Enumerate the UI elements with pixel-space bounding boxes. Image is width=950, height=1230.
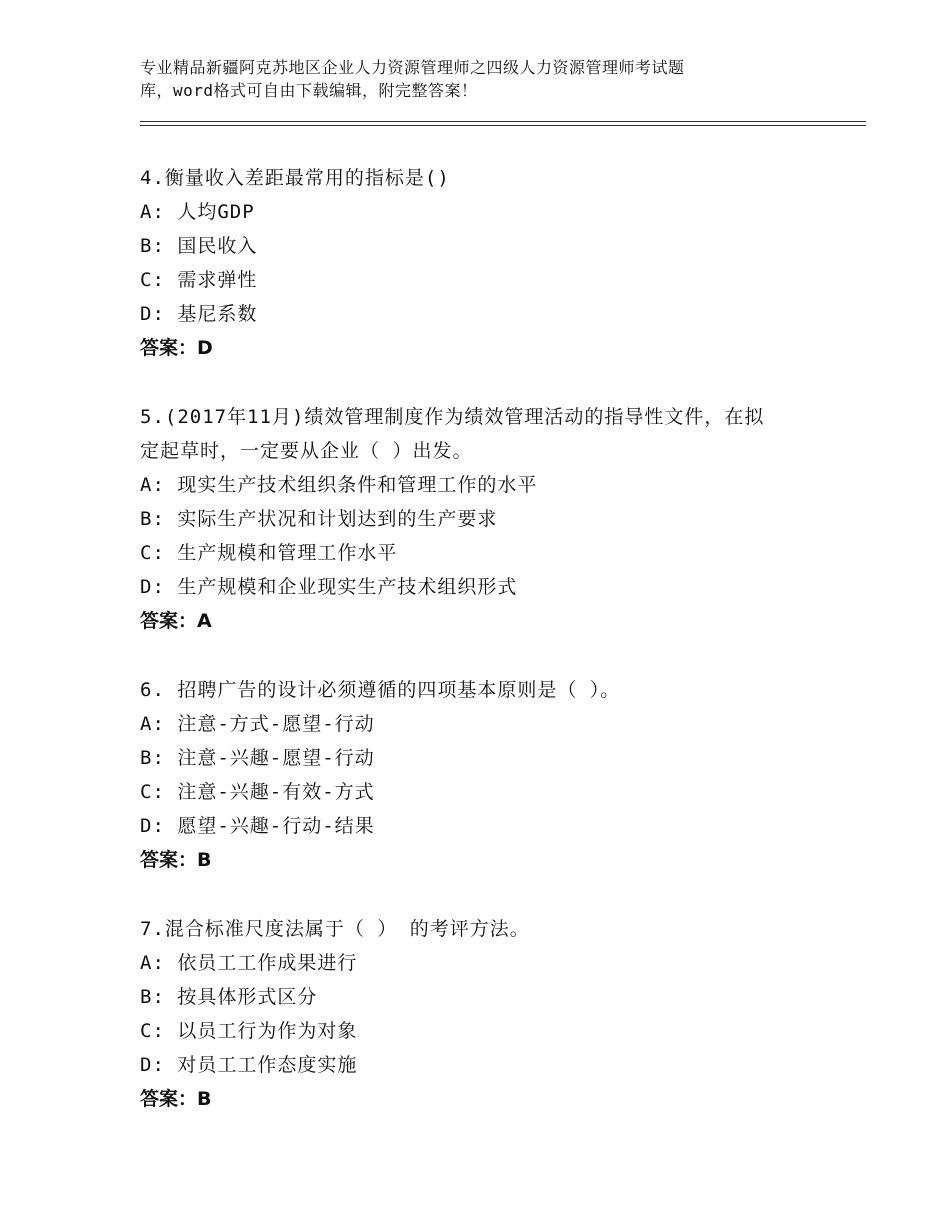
option-a: A: 现实生产技术组织条件和管理工作的水平 [140,474,538,496]
option-d: D: 基尼系数 [140,303,258,325]
header-line-1: 专业精品新疆阿克苏地区企业人力资源管理师之四级人力资源管理师考试题 [140,58,685,77]
question-4 [140,161,840,365]
question-title: 6. 招聘广告的设计必须遵循的四项基本原则是（ ）。 [140,679,621,701]
header-line-2: 库，word格式可自由下载编辑，附完整答案！ [140,81,478,100]
option-a: A: 人均GDP [140,201,255,223]
option-d: D: 生产规模和企业现实生产技术组织形式 [140,576,518,598]
option-a: A: 注意-方式-愿望-行动 [140,713,375,735]
question-5 [140,400,840,638]
answer: 答案：A [140,610,212,632]
answer: 答案：B [140,1088,212,1110]
option-c: C: 生产规模和管理工作水平 [140,542,398,564]
question-title: 7.混合标准尺度法属于（ ） 的考评方法。 [140,918,530,940]
option-b: B: 实际生产状况和计划达到的生产要求 [140,508,498,530]
question-6 [140,673,840,877]
question-title-line-1: 5.(2017年11月)绩效管理制度作为绩效管理活动的指导性文件，在拟 [140,406,765,428]
question-title: 4.衡量收入差距最常用的指标是() [140,167,450,189]
header-divider-bottom [140,125,866,126]
option-c: C: 注意-兴趣-有效-方式 [140,781,375,803]
option-d: D: 愿望-兴趣-行动-结果 [140,815,375,837]
question-title-line-2: 定起草时，一定要从企业（ ）出发。 [140,440,473,462]
option-a: A: 依员工工作成果进行 [140,952,358,974]
answer: 答案：D [140,337,213,359]
option-b: B: 国民收入 [140,235,258,257]
option-b: B: 注意-兴趣-愿望-行动 [140,747,375,769]
option-b: B: 按具体形式区分 [140,986,318,1008]
header-divider-top [140,121,866,122]
document-header [140,56,840,102]
question-7 [140,912,840,1116]
option-c: C: 需求弹性 [140,269,258,291]
option-c: C: 以员工行为作为对象 [140,1020,358,1042]
answer: 答案：B [140,849,212,871]
option-d: D: 对员工工作态度实施 [140,1054,358,1076]
